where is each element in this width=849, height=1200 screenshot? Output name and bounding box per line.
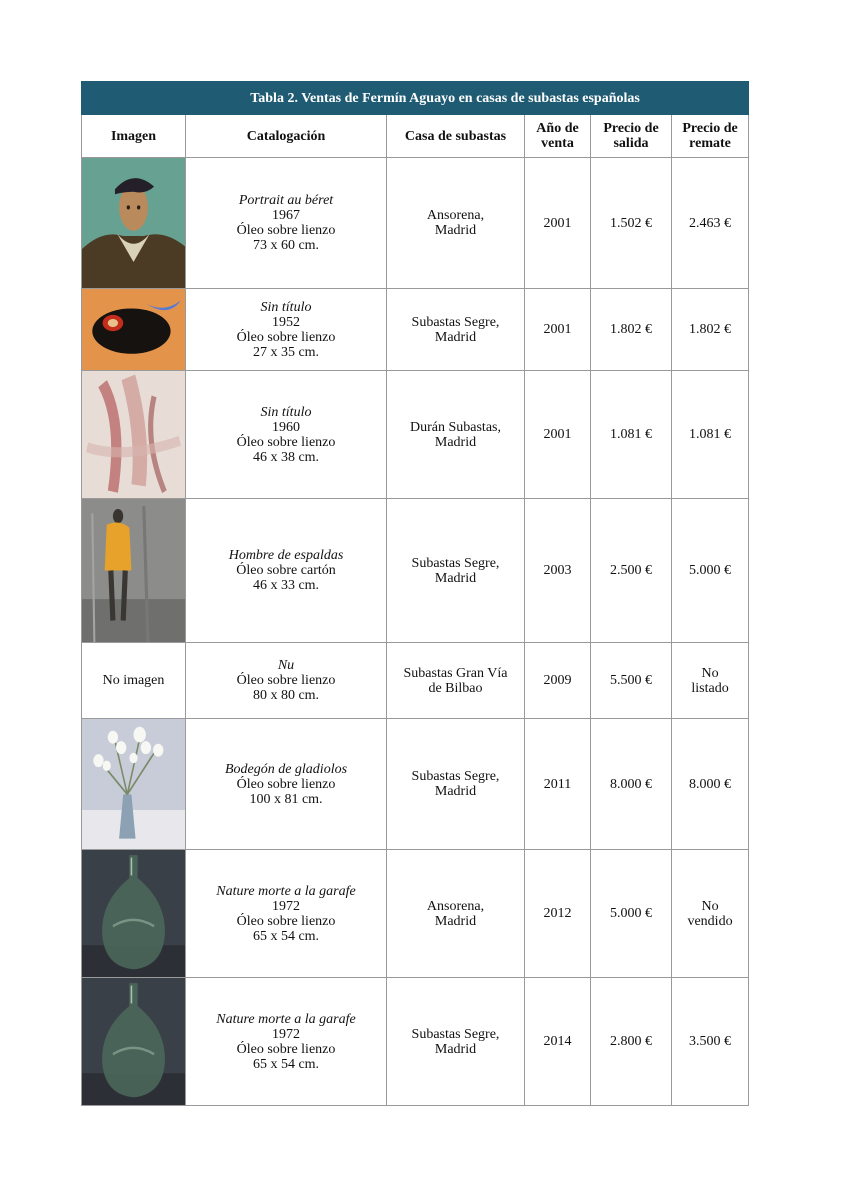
artwork-title: Bodegón de gladiolos: [224, 761, 348, 777]
artwork-year: 1972: [272, 1026, 300, 1042]
table-body: [82, 158, 749, 1106]
catalog-cell: [186, 158, 387, 289]
table-row: [82, 850, 749, 978]
catalog-cell: [186, 289, 387, 371]
start-price-cell: 8.000 €: [591, 719, 672, 850]
image-cell: [82, 719, 186, 850]
hammer-price-cell: 3.500 €: [672, 978, 749, 1106]
header-anio: Año de venta: [525, 115, 591, 158]
artwork-medium: Óleo sobre lienzo: [236, 434, 336, 450]
sale-year-cell: 2001: [525, 158, 591, 289]
artwork-year: 1952: [272, 314, 300, 330]
catalog-cell: [186, 371, 387, 499]
image-cell: [82, 371, 186, 499]
artwork-year: 1960: [272, 419, 300, 435]
table-row: [82, 289, 749, 371]
auction-house-cell: Subastas Segre, Madrid: [387, 289, 525, 371]
artwork-medium: Óleo sobre lienzo: [236, 1041, 336, 1057]
sale-year-cell: 2003: [525, 499, 591, 643]
painting-abstract-pink-image: [82, 371, 185, 498]
auction-house-cell: Subastas Segre, Madrid: [387, 719, 525, 850]
table-title: Tabla 2. Ventas de Fermín Aguayo en casas de subastas españolas: [82, 82, 749, 115]
artwork-size: 100 x 81 cm.: [249, 791, 323, 807]
hammer-price-cell: 1.802 €: [672, 289, 749, 371]
table-row: [82, 499, 749, 643]
hammer-price-cell: 2.463 €: [672, 158, 749, 289]
artwork-medium: Óleo sobre lienzo: [236, 673, 336, 688]
artwork-size: 27 x 35 cm.: [252, 344, 320, 360]
image-cell: [82, 643, 186, 719]
header-remate: Precio de remate: [672, 115, 749, 158]
sale-year-cell: 2012: [525, 850, 591, 978]
table-row: [82, 719, 749, 850]
painting-carafe-image: [82, 850, 185, 977]
artwork-size: 80 x 80 cm.: [252, 688, 320, 703]
start-price-cell: 1.502 €: [591, 158, 672, 289]
auction-house-cell: Subastas Gran Vía de Bilbao: [387, 643, 525, 719]
artwork-size: 46 x 33 cm.: [252, 578, 320, 593]
auction-house-cell: Ansorena, Madrid: [387, 158, 525, 289]
artwork-year: 1967: [272, 208, 300, 223]
painting-carafe-image: [82, 978, 185, 1105]
start-price-cell: 5.000 €: [591, 850, 672, 978]
table-row: [82, 158, 749, 289]
image-cell: [82, 978, 186, 1106]
table-row: [82, 978, 749, 1106]
sale-year-cell: 2011: [525, 719, 591, 850]
hammer-price-cell: 8.000 €: [672, 719, 749, 850]
artwork-medium: Óleo sobre lienzo: [236, 223, 336, 238]
start-price-cell: 2.800 €: [591, 978, 672, 1106]
no-image-label: No imagen: [102, 673, 165, 688]
artwork-title: Sin título: [260, 404, 312, 420]
image-cell: [82, 850, 186, 978]
auction-house-cell: Subastas Segre, Madrid: [387, 978, 525, 1106]
painting-gladioli-vase-image: [82, 719, 185, 849]
auction-house-cell: Durán Subastas, Madrid: [387, 371, 525, 499]
painting-black-shape-orange-image: [82, 289, 185, 370]
table-row: [82, 643, 749, 719]
start-price-cell: 1.802 €: [591, 289, 672, 371]
artwork-size: 73 x 60 cm.: [252, 238, 320, 253]
table-row: [82, 371, 749, 499]
sale-year-cell: 2001: [525, 289, 591, 371]
table-header-row: [82, 115, 749, 158]
artwork-title: Sin título: [260, 299, 312, 315]
auction-house-cell: Subastas Segre, Madrid: [387, 499, 525, 643]
artwork-title: Portrait au béret: [238, 193, 334, 208]
artwork-size: 65 x 54 cm.: [252, 1056, 320, 1072]
sale-year-cell: 2014: [525, 978, 591, 1106]
table-title-row: [82, 82, 749, 115]
catalog-cell: [186, 643, 387, 719]
catalog-cell: [186, 978, 387, 1106]
artwork-size: 46 x 38 cm.: [252, 449, 320, 465]
artwork-size: 65 x 54 cm.: [252, 928, 320, 944]
artwork-medium: Óleo sobre lienzo: [236, 913, 336, 929]
header-imagen: Imagen: [82, 115, 186, 158]
sale-year-cell: 2001: [525, 371, 591, 499]
hammer-price-cell: 1.081 €: [672, 371, 749, 499]
artwork-year: 1972: [272, 898, 300, 914]
painting-man-from-behind-image: [82, 499, 185, 642]
sale-year-cell: 2009: [525, 643, 591, 719]
artwork-medium: Óleo sobre cartón: [236, 563, 336, 578]
start-price-cell: 1.081 €: [591, 371, 672, 499]
header-salida: Precio de salida: [591, 115, 672, 158]
image-cell: [82, 289, 186, 371]
artwork-title: Nature morte a la garafe: [216, 883, 356, 899]
hammer-price-cell: 5.000 €: [672, 499, 749, 643]
start-price-cell: 5.500 €: [591, 643, 672, 719]
auction-house-cell: Ansorena, Madrid: [387, 850, 525, 978]
artwork-title: Nature morte a la garafe: [216, 1011, 356, 1027]
painting-man-in-beret-image: [82, 158, 185, 288]
image-cell: [82, 158, 186, 289]
catalog-cell: [186, 719, 387, 850]
hammer-price-cell: No listado: [672, 643, 749, 719]
artwork-title: Hombre de espaldas: [228, 548, 344, 563]
artwork-medium: Óleo sobre lienzo: [236, 776, 336, 792]
sales-table: [81, 81, 749, 1106]
start-price-cell: 2.500 €: [591, 499, 672, 643]
hammer-price-cell: No vendido: [672, 850, 749, 978]
header-catalogacion: Catalogación: [186, 115, 387, 158]
artwork-title: Nu: [277, 658, 295, 673]
image-cell: [82, 499, 186, 643]
artwork-medium: Óleo sobre lienzo: [236, 329, 336, 345]
catalog-cell: [186, 499, 387, 643]
catalog-cell: [186, 850, 387, 978]
header-casa: Casa de subastas: [387, 115, 525, 158]
